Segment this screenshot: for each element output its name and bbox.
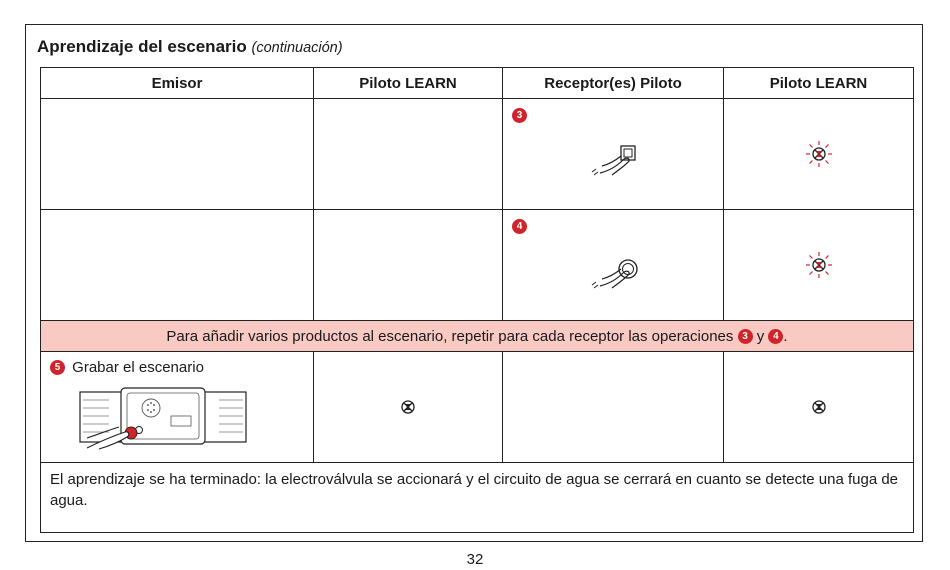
section-subtitle: (continuación) — [251, 40, 343, 56]
step-badge: 3 — [738, 329, 753, 344]
finger-press-round-button-icon — [590, 255, 646, 291]
table-row — [41, 210, 914, 321]
emisor-cell-empty — [41, 210, 314, 321]
repeat-note-text: Para añadir varios productos al escenario, repetir para cada receptor las operaciones — [166, 327, 734, 345]
note-row — [41, 321, 914, 352]
led-off-icon — [811, 399, 827, 415]
led-blinking-red-icon — [805, 251, 833, 279]
step-badge: 5 — [50, 360, 65, 375]
table-row — [41, 352, 914, 463]
step-badge: 4 — [512, 219, 527, 234]
learn-led-cell — [724, 210, 914, 321]
finger-press-square-button-icon — [590, 142, 646, 178]
finger-press-device-button-icon — [79, 386, 249, 450]
repeat-note — [41, 321, 914, 352]
table-header-row — [41, 68, 914, 99]
repeat-note-conj: y — [756, 327, 765, 345]
column-header-piloto-learn: Piloto LEARN — [314, 68, 503, 99]
section-title — [37, 37, 343, 57]
learn-cell-empty — [314, 210, 503, 321]
learn-led-cell — [724, 99, 914, 210]
manual-page-frame — [25, 24, 923, 542]
receiver-cell — [503, 210, 724, 321]
column-header-emisor: Emisor — [41, 68, 314, 99]
step-badge: 3 — [512, 108, 527, 123]
step-badge: 4 — [768, 329, 783, 344]
record-step-label: Grabar el escenario — [72, 359, 204, 376]
column-header-piloto-learn-2: Piloto LEARN — [724, 68, 914, 99]
repeat-note-end: . — [783, 327, 788, 345]
table-row — [41, 99, 914, 210]
final-row — [41, 463, 914, 533]
learning-table — [40, 67, 914, 533]
emisor-cell-empty — [41, 99, 314, 210]
final-text: El aprendizaje se ha terminado: la electroválvula se accionará y el circuito de agua se cerrará en cuanto se detecte una fuga de agua. — [41, 463, 914, 533]
led-off-icon — [400, 399, 416, 415]
learn-led-cell — [314, 352, 503, 463]
receiver-cell — [503, 99, 724, 210]
learn-cell-empty — [314, 99, 503, 210]
record-step — [50, 359, 204, 376]
receiver-cell-empty — [503, 352, 724, 463]
learn-led-cell — [724, 352, 914, 463]
record-cell — [41, 352, 314, 463]
led-blinking-red-icon — [805, 140, 833, 168]
page-number: 32 — [466, 551, 484, 568]
section-title-text: Aprendizaje del escenario — [37, 37, 247, 56]
column-header-receptor: Receptor(es) Piloto — [503, 68, 724, 99]
